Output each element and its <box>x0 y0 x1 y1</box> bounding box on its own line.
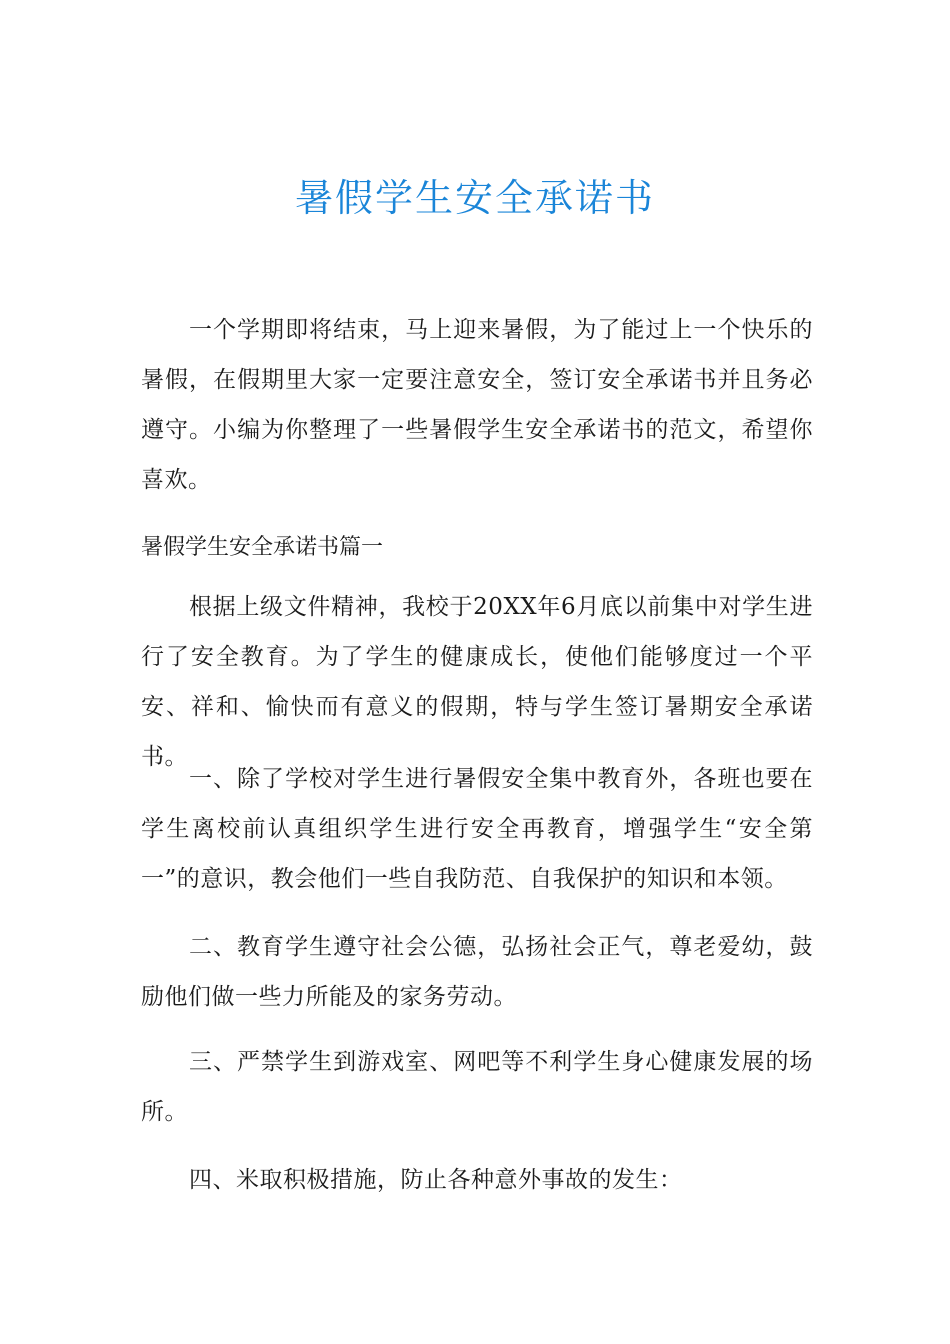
body-paragraph-4: 三、严禁学生到游戏室、网吧等不利学生身心健康发展的场所。 <box>141 1049 813 1125</box>
body-paragraph-5: 四、米取积极措施，防止各种意外事故的发生： <box>189 1167 683 1193</box>
body-paragraph-2: 一、除了学校对学生进行暑假安全集中教育外，各班也要在学生离校前认真组织学生进行安全再教育，增强学生“安全第一”的意识，教会他们一些自我防范、自我保护的知识和本领。 <box>141 766 813 892</box>
intro-paragraph: 一个学期即将结束，马上迎来暑假，为了能过上一个快乐的暑假，在假期里大家一定要注意安全，签订安全承诺书并且务必遵守。小编为你整理了一些暑假学生安全承诺书的范文，希望你喜欢。 <box>141 317 813 493</box>
document-title: 暑假学生安全承诺书 <box>294 176 655 220</box>
section-heading: 暑假学生安全承诺书篇一 <box>141 535 384 560</box>
body-paragraph-3: 二、教育学生遵守社会公德，弘扬社会正气，尊老爱幼，鼓励他们做一些力所能及的家务劳动。 <box>141 934 813 1010</box>
body-paragraph-1: 根据上级文件精神，我校于20XX年6月底以前集中对学生进行了安全教育。为了学生的健康成长，使他们能够度过一个平安、祥和、愉快而有意义的假期，特与学生签订暑期安全承诺书。 <box>141 594 813 770</box>
